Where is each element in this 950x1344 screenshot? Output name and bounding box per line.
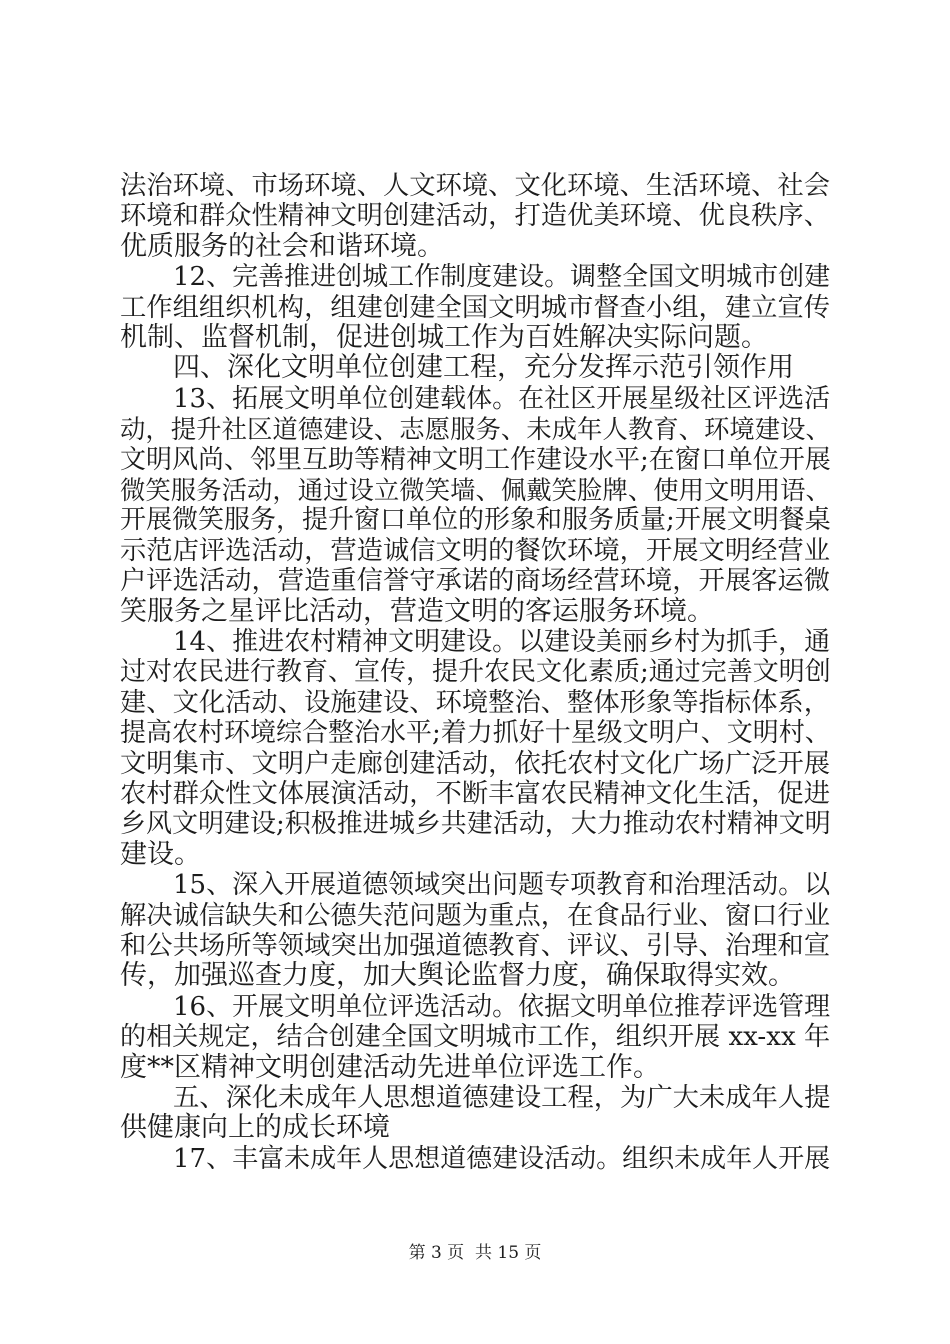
text-line: 16、开展文明单位评选活动。依据文明单位推荐评选管理 [173, 992, 831, 1022]
text-line: 环境和群众性精神文明创建活动，打造优美环境、优良秩序、 [120, 201, 831, 231]
text-line: 农村群众性文体展演活动，不断丰富农民精神文化生活，促进 [120, 779, 831, 809]
text-line: 乡风文明建设;积极推进城乡共建活动，大力推动农村精神文明 [120, 809, 831, 839]
text-line: 和公共场所等领域突出加强道德教育、评议、引导、治理和宣 [120, 931, 831, 961]
text-line: 建设。 [120, 839, 201, 870]
text-line: 14、推进农村精神文明建设。以建设美丽乡村为抓手，通 [173, 627, 831, 657]
text-line: 13、拓展文明单位创建载体。在社区开展星级社区评选活 [173, 384, 831, 414]
text-line: 15、深入开展道德领域突出问题专项教育和治理活动。以 [173, 870, 831, 900]
text-line: 优质服务的社会和谐环境。 [120, 231, 444, 262]
text-line: 传，加强巡查力度，加大舆论监督力度，确保取得实效。 [120, 960, 795, 991]
text-line: 文明风尚、邻里互助等精神文明工作建设水平;在窗口单位开展 [120, 445, 831, 475]
text-line: 文明集市、文明户走廊创建活动，依托农村文化广场广泛开展 [120, 749, 831, 779]
text-line: 过对农民进行教育、宣传，提升农民文化素质;通过完善文明创 [120, 657, 831, 687]
text-line: 17、丰富未成年人思想道德建设活动。组织未成年人开展 [173, 1144, 831, 1174]
text-line: 微笑服务活动，通过设立微笑墙、佩戴笑脸牌、使用文明用语、 [120, 475, 831, 505]
section-heading: 四、深化文明单位创建工程，充分发挥示范引领作用 [173, 352, 794, 383]
page-number-footer: 第 3 页 共 15 页 [408, 1243, 542, 1263]
text-line: 的相关规定，结合创建全国文明城市工作，组织开展 xx-xx 年 [120, 1022, 831, 1052]
text-line: 法治环境、市场环境、人文环境、文化环境、生活环境、社会 [120, 171, 831, 201]
text-line: 动，提升社区道德建设、志愿服务、未成年人教育、环境建设、 [120, 414, 831, 444]
text-line: 工作组组织机构，组建创建全国文明城市督查小组，建立宣传 [120, 293, 831, 323]
section-heading: 五、深化未成年人思想道德建设工程，为广大未成年人提 [173, 1083, 831, 1113]
text-line: 解决诚信缺失和公德失范问题为重点，在食品行业、窗口行业 [120, 901, 831, 931]
text-line: 笑服务之星评比活动，营造文明的客运服务环境。 [120, 596, 714, 627]
text-line: 12、完善推进创城工作制度建设。调整全国文明城市创建 [173, 262, 831, 292]
text-line: 户评选活动，营造重信誉守承诺的商场经营环境，开展客运微 [120, 566, 831, 596]
text-line: 建、文化活动、设施建设、环境整治、整体形象等指标体系， [120, 688, 831, 718]
text-line: 供健康向上的成长环境 [120, 1112, 390, 1143]
text-line: 提高农村环境综合整治水平;着力抓好十星级文明户、文明村、 [120, 718, 831, 748]
text-line: 开展微笑服务，提升窗口单位的形象和服务质量;开展文明餐桌 [120, 505, 831, 535]
text-line: 示范店评选活动，营造诚信文明的餐饮环境，开展文明经营业 [120, 536, 831, 566]
text-line: 度**区精神文明创建活动先进单位评选工作。 [120, 1052, 660, 1083]
text-line: 机制、监督机制，促进创城工作为百姓解决实际问题。 [120, 322, 768, 353]
